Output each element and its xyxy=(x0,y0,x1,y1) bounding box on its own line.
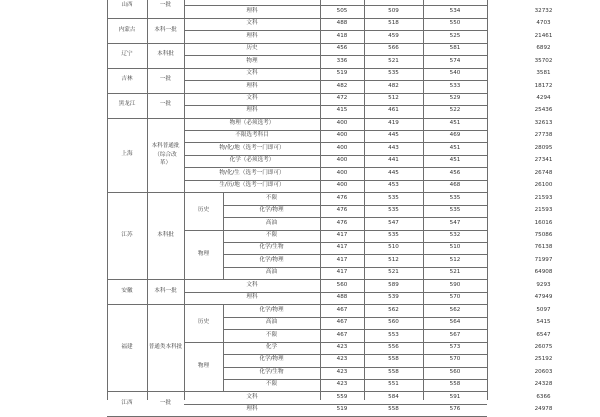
province-cell: 辽宁 xyxy=(121,51,133,58)
province-cell: 山西 xyxy=(121,1,133,8)
subject-cell: 化学/物理 xyxy=(259,207,284,214)
province-cell: 江苏 xyxy=(121,231,133,238)
grid-line xyxy=(107,279,487,280)
score-cell: 419 xyxy=(388,119,399,126)
subject-cell: 文科 xyxy=(246,95,258,102)
grid-line xyxy=(364,0,365,400)
rank-cell: 20603 xyxy=(534,368,553,375)
score-cell: 535 xyxy=(449,207,461,214)
score-cell: 509 xyxy=(388,7,399,14)
score-cell: 469 xyxy=(449,132,461,139)
grid-line xyxy=(184,55,487,56)
grid-line xyxy=(184,0,185,400)
min-score-cell: 456 xyxy=(336,45,348,52)
rank-cell: 27738 xyxy=(534,132,553,139)
rank-cell: 6366 xyxy=(536,393,551,400)
grid-line xyxy=(184,230,487,231)
grid-line xyxy=(107,43,487,44)
min-score-cell: 472 xyxy=(336,95,348,102)
min-score-cell: 467 xyxy=(336,306,348,313)
score-cell: 547 xyxy=(449,219,461,226)
score-cell: 510 xyxy=(449,244,461,251)
min-score-cell: 482 xyxy=(336,82,348,89)
score-cell: 451 xyxy=(449,157,461,164)
province-cell: 吉林 xyxy=(121,76,133,83)
subject-group-cell: 历史 xyxy=(197,319,210,326)
grid-line xyxy=(184,142,487,143)
grid-line xyxy=(223,317,487,318)
subject-cell: 不限 xyxy=(265,331,278,338)
subject-cell: 理科 xyxy=(246,107,258,114)
rank-cell: 5097 xyxy=(536,306,551,313)
subject-cell: 化学/生物 xyxy=(259,244,284,251)
subject-cell: 化学/物理 xyxy=(259,256,284,263)
score-cell: 556 xyxy=(388,344,399,351)
subject-group-cell: 物理 xyxy=(197,362,210,369)
subject-cell: 理科 xyxy=(246,82,258,89)
score-cell: 566 xyxy=(388,45,399,52)
grid-line xyxy=(223,254,487,255)
score-cell: 451 xyxy=(449,144,461,151)
rank-cell: 76138 xyxy=(534,244,553,251)
score-cell: 459 xyxy=(388,32,399,39)
min-score-cell: 400 xyxy=(336,169,348,176)
grid-line xyxy=(184,130,487,131)
grid-line xyxy=(184,80,487,81)
rank-cell: 32613 xyxy=(534,119,553,126)
subject-cell: 高油 xyxy=(265,319,278,326)
batch-cell: 一批 xyxy=(159,76,172,83)
grid-line xyxy=(107,68,487,69)
score-cell: 535 xyxy=(388,231,399,238)
min-score-cell: 476 xyxy=(336,194,348,201)
rank-cell: 4294 xyxy=(536,95,551,102)
batch-cell: 本科一批 xyxy=(154,287,177,294)
subject-group-cell: 历史 xyxy=(197,207,210,214)
rank-cell: 25192 xyxy=(534,356,553,363)
grid-line xyxy=(487,0,488,400)
score-cell: 573 xyxy=(449,344,461,351)
grid-line xyxy=(184,180,487,181)
min-score-cell: 467 xyxy=(336,331,348,338)
score-cell: 518 xyxy=(388,20,399,27)
score-cell: 512 xyxy=(388,95,399,102)
score-cell: 562 xyxy=(388,306,399,313)
grid-line xyxy=(223,230,224,280)
province-cell: 江西 xyxy=(121,400,133,407)
min-score-cell: 488 xyxy=(336,20,348,27)
score-cell: 581 xyxy=(449,45,461,52)
min-score-cell: 415 xyxy=(336,107,348,114)
subject-cell: 化学 xyxy=(265,344,278,351)
score-cell: 560 xyxy=(449,368,461,375)
score-cell: 558 xyxy=(388,406,399,413)
min-score-cell: 423 xyxy=(336,356,348,363)
subject-cell: 理科 xyxy=(246,32,258,39)
province-cell: 福建 xyxy=(121,344,133,351)
score-cell: 535 xyxy=(388,207,399,214)
province-cell: 黑龙江 xyxy=(118,101,136,108)
batch-cell: 本科一批 xyxy=(154,26,177,33)
grid-line xyxy=(223,329,487,330)
subject-cell: 高油 xyxy=(265,269,278,276)
rank-cell: 26100 xyxy=(534,182,553,189)
rank-cell: 26748 xyxy=(534,169,553,176)
rank-cell: 64908 xyxy=(534,269,553,276)
score-cell: 550 xyxy=(449,20,461,27)
score-cell: 570 xyxy=(449,294,461,301)
subject-cell: 文科 xyxy=(246,20,258,27)
rank-cell: 26075 xyxy=(534,344,553,351)
min-score-cell: 417 xyxy=(336,231,348,238)
grid-line xyxy=(320,0,321,400)
grid-line xyxy=(223,342,224,392)
grid-line xyxy=(184,342,487,343)
rank-cell: 71997 xyxy=(534,256,553,263)
score-cell: 525 xyxy=(449,32,461,39)
grid-line xyxy=(223,242,487,243)
subject-cell: 不限 xyxy=(265,381,278,388)
min-score-cell: 417 xyxy=(336,256,348,263)
score-cell: 461 xyxy=(388,107,399,114)
subject-cell: 物/化/地（选考一门即可） xyxy=(219,144,285,151)
grid-line xyxy=(223,367,487,368)
min-score-cell: 505 xyxy=(336,7,348,14)
subject-cell: 理科 xyxy=(246,294,258,301)
score-cell: 591 xyxy=(449,393,461,400)
score-cell: 558 xyxy=(388,356,399,363)
batch-cell: 一批 xyxy=(159,400,172,407)
min-score-cell: 519 xyxy=(336,406,348,413)
score-cell: 468 xyxy=(449,182,461,189)
min-score-cell: 400 xyxy=(336,132,348,139)
score-cell: 540 xyxy=(449,70,461,77)
score-cell: 535 xyxy=(449,194,461,201)
score-cell: 453 xyxy=(388,182,399,189)
score-cell: 560 xyxy=(388,319,399,326)
rank-cell: 75086 xyxy=(534,231,553,238)
min-score-cell: 476 xyxy=(336,219,348,226)
score-cell: 456 xyxy=(449,169,461,176)
rank-cell: 6892 xyxy=(536,45,551,52)
score-cell: 553 xyxy=(388,331,399,338)
grid-line xyxy=(107,18,487,19)
grid-line xyxy=(107,304,487,305)
rank-cell: 16016 xyxy=(534,219,553,226)
score-cell: 521 xyxy=(449,269,461,276)
score-cell: 547 xyxy=(388,219,399,226)
score-cell: 512 xyxy=(388,256,399,263)
score-cell: 574 xyxy=(449,57,461,64)
min-score-cell: 423 xyxy=(336,368,348,375)
grid-line xyxy=(184,404,487,405)
score-cell: 451 xyxy=(449,119,461,126)
score-cell: 558 xyxy=(388,368,399,375)
subject-cell: 化学/生物 xyxy=(259,368,284,375)
min-score-cell: 400 xyxy=(336,144,348,151)
score-cell: 576 xyxy=(449,406,461,413)
grid-line xyxy=(147,0,148,400)
score-cell: 522 xyxy=(449,107,461,114)
score-cell: 589 xyxy=(388,281,399,288)
subject-cell: 不限 xyxy=(265,231,278,238)
rank-cell: 47949 xyxy=(534,294,553,301)
batch-cell: 一批 xyxy=(159,101,172,108)
score-cell: 534 xyxy=(449,7,461,14)
score-cell: 441 xyxy=(388,157,399,164)
min-score-cell: 488 xyxy=(336,294,348,301)
score-cell: 567 xyxy=(449,331,461,338)
score-cell: 590 xyxy=(449,281,461,288)
subject-cell: 文科 xyxy=(246,70,258,77)
batch-cell: 本科批 xyxy=(157,51,174,58)
subject-cell: 文科 xyxy=(246,393,258,400)
score-cell: 535 xyxy=(388,70,399,77)
score-cell: 535 xyxy=(388,194,399,201)
score-cell: 562 xyxy=(449,306,461,313)
subject-cell: 化学/物理 xyxy=(259,356,284,363)
score-cell: 584 xyxy=(388,393,399,400)
subject-cell: 历史 xyxy=(246,45,258,52)
rank-cell: 32732 xyxy=(534,7,553,14)
rank-cell: 5415 xyxy=(536,319,551,326)
score-cell: 445 xyxy=(388,132,399,139)
batch-cell: 本科批 xyxy=(157,231,174,238)
grid-line xyxy=(184,5,487,6)
score-cell: 539 xyxy=(388,294,399,301)
subject-cell: 高油 xyxy=(265,219,278,226)
rank-cell: 27341 xyxy=(534,157,553,164)
grid-line xyxy=(184,167,487,168)
rank-cell: 21461 xyxy=(534,32,553,39)
subject-cell: 不限 xyxy=(265,194,278,201)
min-score-cell: 400 xyxy=(336,182,348,189)
subject-cell: 理科 xyxy=(246,7,258,14)
score-cell: 551 xyxy=(388,381,399,388)
grid-line xyxy=(223,217,487,218)
grid-line xyxy=(184,292,487,293)
rank-cell: 28095 xyxy=(534,144,553,151)
min-score-cell: 467 xyxy=(336,319,348,326)
subject-cell: 不限选考科目 xyxy=(235,132,269,139)
subject-cell: 理科 xyxy=(246,406,258,413)
score-cell: 558 xyxy=(449,381,461,388)
grid-line xyxy=(184,105,487,106)
batch-cell: 普通类本科批 xyxy=(148,344,183,351)
subject-cell: 生/历/地（选考一门即可） xyxy=(219,182,285,189)
province-cell: 上海 xyxy=(121,151,133,158)
province-cell: 安徽 xyxy=(121,287,133,294)
score-cell: 445 xyxy=(388,169,399,176)
grid-line xyxy=(223,304,224,341)
subject-cell: 化学（必须选考） xyxy=(229,157,275,164)
min-score-cell: 400 xyxy=(336,157,348,164)
score-cell: 532 xyxy=(449,231,461,238)
score-cell: 564 xyxy=(449,319,461,326)
rank-cell: 18172 xyxy=(534,82,553,89)
score-cell: 529 xyxy=(449,95,461,102)
grid-line xyxy=(223,192,224,229)
subject-group-cell: 物理 xyxy=(197,250,210,257)
rank-cell: 9293 xyxy=(536,281,551,288)
grid-line xyxy=(184,30,487,31)
rank-cell: 6547 xyxy=(536,331,551,338)
rank-cell: 24328 xyxy=(534,381,553,388)
batch-cell: 本科普通批（综合改革） xyxy=(151,143,180,167)
grid-line xyxy=(107,0,108,400)
subject-cell: 文科 xyxy=(246,281,258,288)
min-score-cell: 417 xyxy=(336,269,348,276)
rank-cell: 3581 xyxy=(536,70,551,77)
grid-line xyxy=(107,192,487,193)
min-score-cell: 559 xyxy=(336,393,348,400)
min-score-cell: 476 xyxy=(336,207,348,214)
min-score-cell: 519 xyxy=(336,70,348,77)
subject-cell: 物/化/生（选考一门即可） xyxy=(219,169,285,176)
rank-cell: 24978 xyxy=(534,406,553,413)
score-cell: 510 xyxy=(388,244,399,251)
grid-line xyxy=(107,391,487,392)
score-cell: 482 xyxy=(388,82,399,89)
grid-line xyxy=(107,93,487,94)
rank-cell: 4703 xyxy=(536,20,551,27)
province-cell: 内蒙古 xyxy=(118,26,136,33)
score-cell: 521 xyxy=(388,269,399,276)
grid-line xyxy=(223,354,487,355)
rank-cell: 21593 xyxy=(534,194,553,201)
subject-cell: 化学/物理 xyxy=(259,306,284,313)
min-score-cell: 418 xyxy=(336,32,348,39)
min-score-cell: 400 xyxy=(336,119,348,126)
grid-line xyxy=(223,379,487,380)
grid-line xyxy=(423,0,424,400)
rank-cell: 35702 xyxy=(534,57,553,64)
min-score-cell: 417 xyxy=(336,244,348,251)
min-score-cell: 423 xyxy=(336,381,348,388)
subject-cell: 物理（必须选考） xyxy=(229,119,275,126)
batch-cell: 一批 xyxy=(159,1,172,8)
grid-line xyxy=(223,267,487,268)
grid-line xyxy=(107,118,487,119)
grid-line xyxy=(184,155,487,156)
rank-cell: 21593 xyxy=(534,207,553,214)
min-score-cell: 336 xyxy=(336,57,348,64)
score-cell: 443 xyxy=(388,144,399,151)
min-score-cell: 560 xyxy=(336,281,348,288)
score-cell: 512 xyxy=(449,256,461,263)
grid-line xyxy=(223,205,487,206)
score-cell: 570 xyxy=(449,356,461,363)
subject-cell: 物理 xyxy=(246,57,258,64)
min-score-cell: 423 xyxy=(336,344,348,351)
score-cell: 533 xyxy=(449,82,461,89)
score-cell: 521 xyxy=(388,57,399,64)
rank-cell: 25436 xyxy=(534,107,553,114)
